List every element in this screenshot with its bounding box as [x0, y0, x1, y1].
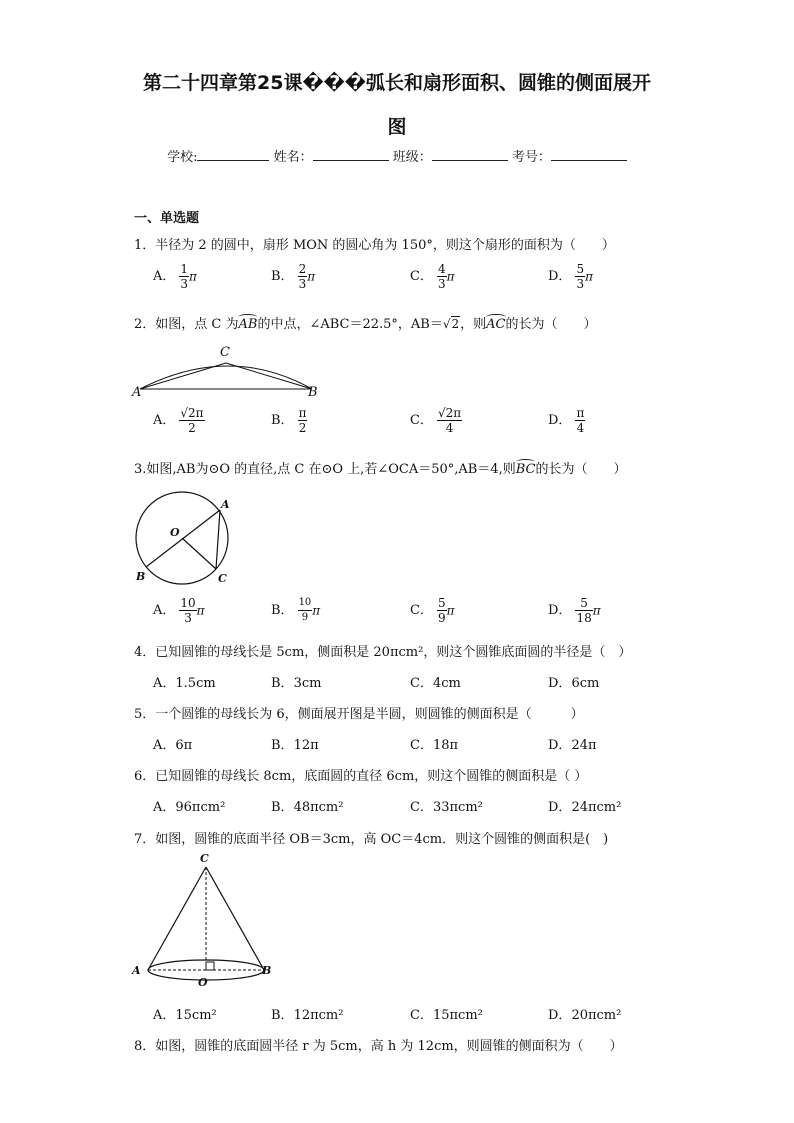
q3-option-b[interactable]: B． $\frac{10}{9}$ π	[271, 597, 321, 623]
exam-no-blank[interactable]	[551, 148, 627, 161]
q6-option-c[interactable]: C．33πcm²	[410, 800, 483, 815]
q7-option-c[interactable]: C．15πcm²	[410, 1008, 483, 1023]
point-label-b: B	[136, 570, 146, 583]
school-blank[interactable]	[197, 148, 269, 161]
slant-ca	[148, 867, 206, 970]
question-6-stem: 6．已知圆锥的母线长 8cm，底面圆的直径 6cm，则这个圆锥的侧面积是（ ）	[134, 769, 588, 784]
arc-ab-symbol: AB	[238, 317, 258, 332]
exam-no-label: 考号：	[511, 150, 551, 165]
right-angle-mark	[206, 962, 214, 970]
point-label-a: A	[221, 498, 230, 511]
slant-cb	[206, 867, 264, 970]
q1-option-b[interactable]: B． $\frac{2}{3}$ π	[271, 262, 316, 291]
question-7-stem: 7．如图，圆锥的底面半径 OB＝3cm，高 OC＝4cm．则这个圆锥的侧面积是( )	[134, 832, 609, 847]
q6-option-a[interactable]: A．96πcm²	[153, 800, 226, 815]
point-label-b: B	[308, 385, 318, 400]
q7-option-b[interactable]: B．12πcm²	[271, 1008, 344, 1023]
name-blank[interactable]	[313, 148, 389, 161]
q4-option-b[interactable]: B．3cm	[271, 676, 322, 691]
q1-option-d[interactable]: D． $\frac{5}{3}$ π	[548, 262, 593, 291]
q2-option-b[interactable]: B． $\frac{\pi}{2}$	[271, 406, 307, 435]
name-label: 姓名：	[273, 150, 313, 165]
question-5-stem: 5．一个圆锥的母线长为 6，侧面展开图是半圆，则圆锥的侧面积是（ ）	[134, 707, 584, 722]
class-blank[interactable]	[432, 148, 508, 161]
point-label-c: C	[200, 852, 209, 865]
q5-option-a[interactable]: A．6π	[153, 738, 193, 753]
point-label-b: B	[262, 964, 272, 977]
segment-oc	[182, 538, 216, 569]
q7-option-a[interactable]: A．15cm²	[153, 1008, 217, 1023]
chord-cb	[226, 363, 312, 389]
student-info-row	[0, 146, 794, 165]
arc-ab	[140, 366, 312, 389]
q3-option-d[interactable]: D． $\frac{5}{18}$ π	[548, 596, 601, 625]
point-label-o: O	[198, 976, 208, 989]
q2-option-c[interactable]: C． $\frac{√2\pi}{4}$	[410, 406, 462, 435]
title-line-1: 第二十四章第25课���弧长和扇形面积、圆锥的侧面展开	[143, 72, 651, 94]
q7-figure	[128, 850, 278, 990]
q6-option-d[interactable]: D．24πcm²	[548, 800, 622, 815]
q4-option-a[interactable]: A．1.5cm	[153, 676, 216, 691]
q4-option-d[interactable]: D．6cm	[548, 676, 600, 691]
question-4-stem: 4．已知圆锥的母线长是 5cm，侧面积是 20πcm²，则这个圆锥底面圆的半径是（ ）	[134, 645, 632, 660]
q2-figure	[130, 338, 330, 400]
q7-option-d[interactable]: D．20πcm²	[548, 1008, 622, 1023]
question-2-stem: 2．如图，点 C 为AB的中点，∠ABC＝22.5°，AB＝√2，则AC的长为（ ）	[134, 317, 597, 332]
q1-option-a[interactable]: A． $\frac{1}{3}$ π	[153, 262, 197, 291]
arc-bc-symbol: BC	[515, 462, 536, 477]
question-3-stem: 3.如图,AB为⊙O 的直径,点 C 在⊙O 上,若∠OCA＝50°,AB＝4,则BC的长为（ ）	[134, 462, 627, 477]
q2-option-d[interactable]: D． $\frac{\pi}{4}$	[548, 406, 585, 435]
segment-ac	[216, 510, 220, 569]
school-label: 学校:	[167, 150, 198, 165]
q5-option-b[interactable]: B．12π	[271, 738, 319, 753]
chord-ac	[140, 363, 226, 389]
q6-option-b[interactable]: B．48πcm²	[271, 800, 344, 815]
point-label-a: A	[132, 964, 141, 977]
point-label-a: A	[132, 385, 142, 400]
point-label-c: C	[220, 345, 230, 360]
section-title: 一、单选题	[134, 211, 200, 226]
question-8-stem: 8．如图，圆锥的底面圆半径 r 为 5cm，高 h 为 12cm，则圆锥的侧面积为（ ）	[134, 1039, 623, 1054]
point-label-o: O	[170, 526, 180, 539]
q4-option-c[interactable]: C．4cm	[410, 676, 461, 691]
q5-option-d[interactable]: D．24π	[548, 738, 597, 753]
arc-ac-symbol: AC	[486, 317, 506, 332]
class-label: 班级：	[392, 150, 432, 165]
title-line-2: 图	[387, 116, 407, 138]
q3-figure	[132, 490, 244, 590]
q3-option-a[interactable]: A． $\frac{10}{3}$ π	[153, 596, 205, 625]
q2-option-a[interactable]: A． $\frac{√2\pi}{2}$	[153, 406, 204, 435]
q3-option-c[interactable]: C． $\frac{5}{9}$ π	[410, 596, 455, 625]
question-1-stem: 1．半径为 2 的圆中，扇形 MON 的圆心角为 150°，则这个扇形的面积为（ ）	[134, 238, 615, 253]
q1-option-c[interactable]: C． $\frac{4}{3}$ π	[410, 262, 455, 291]
sqrt-symbol: √2	[442, 317, 460, 331]
q5-option-c[interactable]: C．18π	[410, 738, 459, 753]
point-label-c: C	[218, 572, 227, 585]
